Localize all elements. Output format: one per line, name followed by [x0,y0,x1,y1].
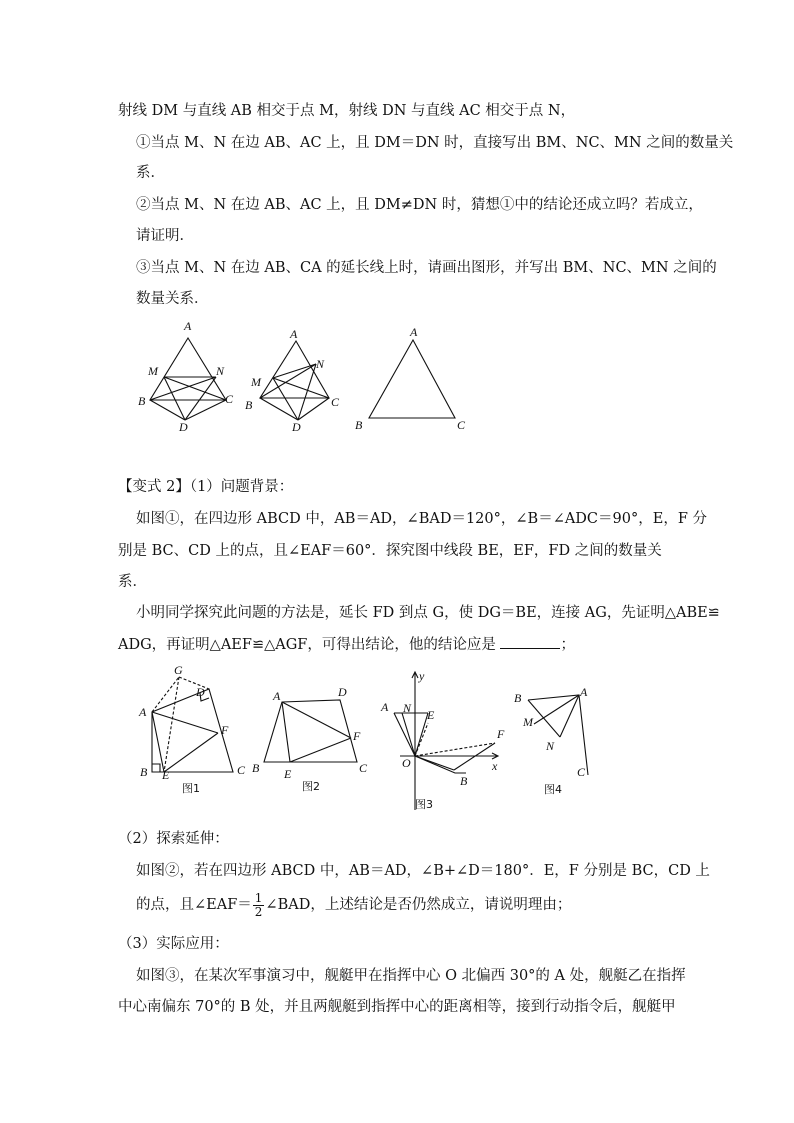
label-N: N [316,357,325,371]
label-C: C [359,761,368,775]
label-B: B [514,691,522,705]
label-M: M [251,375,261,389]
label-A: A [290,327,298,341]
text-line-s6: 如图③，在某次军事演习中，舰艇甲在指挥中心 O 北偏西 30°的 A 处，舰艇乙在指挥 [136,968,686,984]
triangle-figures [130,318,480,438]
text-line-v4: 别是 BC、CD 上的点，且∠EAF＝60°．探究图中线段 BE，EF，FD 之间的数量关 [118,543,662,559]
label-A: A [273,689,281,703]
text-line-v6: 小明同学探究此问题的方法是，延长 FD 到点 G，使 DG＝BE，连接 AG，先证明△ABE≌ [136,605,720,621]
text-line-7: 数量关系． [136,291,209,307]
label-N: N [403,701,412,715]
label-D: D [292,420,301,434]
answer-blank [500,634,560,649]
text-s4-part1: 的点，且∠EAF＝ [136,897,252,913]
label-C: C [237,763,246,777]
label-D: D [179,420,188,434]
label-C: C [331,395,340,409]
text-line-3: 系． [136,165,165,181]
geometry-figures [130,660,610,820]
fraction-one-half [253,892,265,919]
section-2-heading: （2）探索延伸： [118,831,229,847]
label-B: B [355,418,363,432]
label-G: G [174,663,183,677]
text-line-v5: 系． [118,574,147,590]
caption-fig2: 图2 [302,780,320,793]
label-D: D [338,685,347,699]
label-B: B [252,761,260,775]
label-O: O [402,756,411,770]
label-E: E [162,768,170,782]
fraction-denominator: 2 [254,904,263,919]
text-s4-part2: ∠BAD，上述结论是否仍然成立，请说明理由； [265,897,572,913]
fraction-numerator: 1 [254,890,263,905]
label-A: A [139,705,147,719]
text-line-v3: 如图①，在四边形 ABCD 中，AB＝AD，∠BAD＝120°，∠B＝∠ADC＝90°，E，F 分 [136,511,707,527]
label-M: M [148,364,158,378]
label-x: x [492,759,498,773]
text-line-6: ③当点 M、N 在边 AB、CA 的延长线上时，请画出图形，并写出 BM、NC、MN 之间的 [136,260,717,276]
label-C: C [577,765,586,779]
label-B: B [140,765,148,779]
label-D: D [196,685,205,699]
label-F: F [353,729,361,743]
label-B: B [138,394,146,408]
label-E: E [427,708,435,722]
label-E: E [284,767,292,781]
caption-fig3: 图3 [415,798,433,811]
text-line-4: ②当点 M、N 在边 AB、AC 上，且 DM≠DN 时，猜想①中的结论还成立吗？若成立， [136,197,703,213]
label-A: A [580,685,588,699]
caption-fig4: 图4 [544,783,562,796]
text-line-1: 射线 DM 与直线 AB 相交于点 M，射线 DN 与直线 AC 相交于点 N， [118,103,576,119]
text-line-s4 [136,890,571,920]
text-line-2: ①当点 M、N 在边 AB、AC 上，且 DM＝DN 时，直接写出 BM、NC、MN 之间的数量关 [136,135,734,151]
label-F: F [221,723,229,737]
text-line-v7 [118,634,575,655]
label-B: B [460,774,468,788]
label-N: N [216,364,225,378]
label-M: M [523,715,533,729]
label-y: y [419,669,425,683]
label-B: B [245,398,253,412]
label-C: C [225,392,234,406]
label-C: C [457,418,466,432]
text-v7-part2: ； [560,637,575,653]
caption-fig1: 图1 [182,782,200,795]
variant-heading: 【变式 2】（1）问题背景： [118,479,294,495]
label-A: A [184,319,192,333]
label-A: A [410,325,418,339]
label-N: N [546,739,555,753]
label-A: A [381,700,389,714]
text-v7-part1: ADG，再证明△AEF≌△AGF，可得出结论，他的结论应是 [118,637,496,653]
label-F: F [497,727,505,741]
section-3-heading: （3）实际应用： [118,936,229,952]
text-line-5: 请证明． [136,228,194,244]
text-line-s7: 中心南偏东 70°的 B 处，并且两舰艇到指挥中心的距离相等，接到行动指令后，舰艇甲 [118,999,676,1015]
text-line-s3: 如图②，若在四边形 ABCD 中，AB＝AD，∠B+∠D＝180°．E，F 分别是 BC，CD 上 [136,863,710,879]
